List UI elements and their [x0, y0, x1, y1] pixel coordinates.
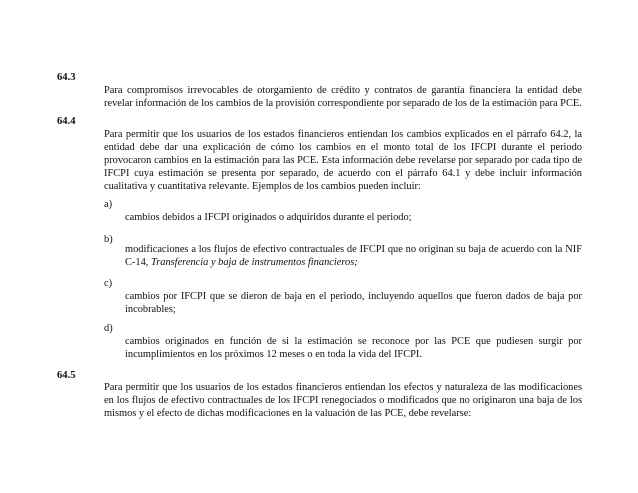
item-letter-c: c) — [104, 278, 113, 289]
item-letter-b: b) — [104, 234, 113, 245]
item-text-c: cambios por IFCPI que se dieron de baja en el periodo, incluyendo aquellos que fueron dados de baja por incobrables; — [125, 291, 582, 315]
section-text-64-4: Para permitir que los usuarios de los estados financieros entiendan los cambios explicados en el párrafo 64.2, la entidad debe dar una explicación de cómo los cambios en el monto total de los IFCPI durante el periodo provocaron cambios en la estimación para las PCE. Esta información debe revelarse por separado por cada tipo de IFCPI cuya estimación se presenta por separado, de acuerdo con el párrafo 64.1 y debe incluir información cualitativa y cuantitativa relevante. Ejemplos de los cambios pueden incluir: — [104, 129, 582, 192]
item-text-b-italic: Transferencia y baja de instrumentos financieros; — [151, 257, 358, 268]
section-text-64-5: Para permitir que los usuarios de los estados financieros entiendan los efectos y naturaleza de las modificaciones en los flujos de efectivo contractuales de los IFCPI renegociados o modificados que no originaron una baja de los mismos y el efecto de dichas modificaciones en la valuación de las PCE, debe revelarse: — [104, 382, 582, 419]
item-letter-d: d) — [104, 323, 113, 334]
section-text-64-3: Para compromisos irrevocables de otorgamiento de crédito y contratos de garantía financiera la entidad debe revelar información de los cambios de la provisión correspondiente por separado de los de la estimación para PCE. — [104, 85, 582, 109]
item-text-a: cambios debidos a IFCPI originados o adquiridos durante el periodo; — [125, 212, 412, 223]
item-letter-a: a) — [104, 199, 113, 210]
section-number-64-3: 64.3 — [57, 72, 76, 83]
section-number-64-5: 64.5 — [57, 370, 76, 381]
section-number-64-4: 64.4 — [57, 116, 76, 127]
item-text-b: modificaciones a los flujos de efectivo contractuales de IFCPI que no originan su baja de acuerdo con la NIF C-14, — [125, 244, 582, 268]
item-text-d: cambios originados en función de si la estimación se reconoce por las PCE que pudiesen surgir por incumplimientos en los próximos 12 meses o en toda la vida del IFCPI. — [125, 336, 582, 360]
item-b — [125, 243, 582, 269]
